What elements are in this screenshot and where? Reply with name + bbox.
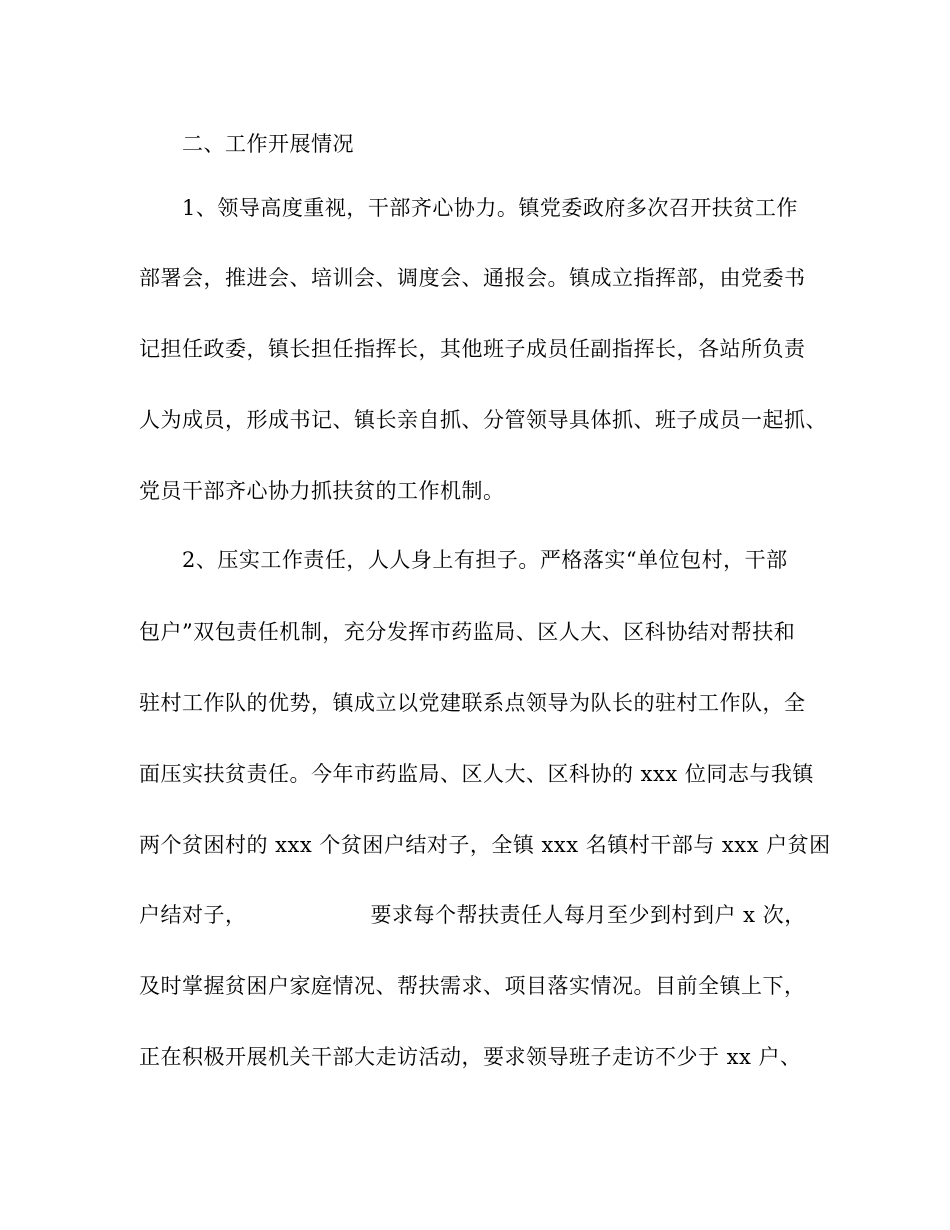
paragraph-1-line-4: 人为成员，形成书记、镇长亲自抓、分管领导具体抓、班子成员一起抓、 [139,408,827,432]
paragraph-2-line-4: 面压实扶贫责任。今年市药监局、区人大、区科协的 xxx 位同志与我镇 [139,762,814,786]
paragraph-2-line-6-end: 要求每个帮扶责任人每月至少到村到户 x 次， [370,903,806,927]
paragraph-1-line-1: 1、领导高度重视，干部齐心协力。镇党委政府多次召开扶贫工作 [182,196,798,220]
paragraph-2-line-6-start: 户结对子， [139,903,247,927]
paragraph-2-line-6 [139,900,806,930]
paragraph-1-line-2: 部署会，推进会、培训会、调度会、通报会。镇成立指挥部，由党委书 [139,266,806,290]
paragraph-2-line-3: 驻村工作队的优势，镇成立以党建联系点领导为队长的驻村工作队，全 [139,691,806,715]
paragraph-2-line-1: 2、压实工作责任，人人身上有担子。严格落实“单位包村，干部 [182,548,788,572]
paragraph-1-line-5: 党员干部齐心协力抓扶贫的工作机制。 [139,479,505,503]
paragraph-2-line-5: 两个贫困村的 xxx 个贫困户结对子，全镇 xxx 名镇村干部与 xxx 户贫困 [139,833,831,857]
section-heading: 二、工作开展情况 [182,132,354,156]
paragraph-2-line-7: 及时掌握贫困户家庭情况、帮扶需求、项目落实情况。目前全镇上下， [139,974,806,998]
paragraph-2-line-8: 正在积极开展机关干部大走访活动，要求领导班子走访不少于 xx 户、 [139,1045,802,1069]
paragraph-1-line-3: 记担任政委，镇长担任指挥长，其他班子成员任副指挥长，各站所负责 [139,337,806,361]
paragraph-2-line-2: 包户”双包责任机制，充分发挥市药监局、区人大、区科协结对帮扶和 [139,620,796,644]
